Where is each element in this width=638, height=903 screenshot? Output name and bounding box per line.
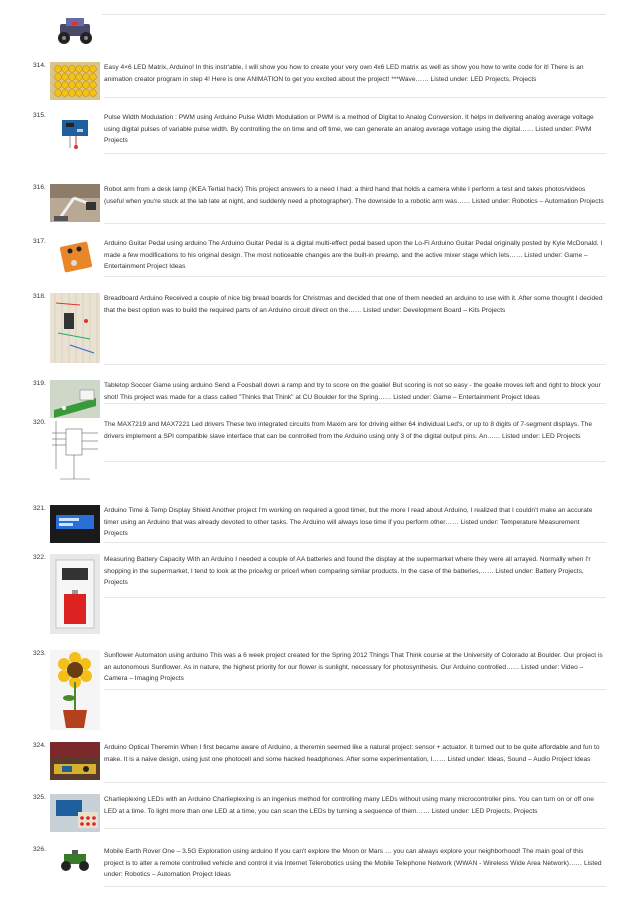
divider — [104, 276, 606, 277]
schematic-image[interactable] — [50, 419, 100, 485]
item-text[interactable]: Breadboard Arduino Received a couple of nice big bread boards for Christmas and decided that one of them needed an arduino to use with it. After some thought I decided that the best option was to build the required parts of an Arduino circuit direct on the…… Listed under: Development Board – Kits Projects — [104, 295, 603, 314]
item-text[interactable]: The MAX7219 and MAX7221 Led drivers These two integrated circuits from Maxim are for driving either 64 individual Led's, or up to 8 digits of 7-segment displays. The drivers implement a SPI compatible slave interface that can be controlled from the Arduino using only 3 of the digital output pins. An…… Listed under: LED Projects — [104, 421, 593, 440]
rover-image[interactable] — [50, 846, 100, 884]
divider — [104, 223, 606, 224]
lcd-shield-image[interactable] — [50, 505, 100, 543]
pwm-board-image[interactable] — [50, 112, 100, 150]
item-number: 316. — [33, 184, 46, 191]
item-text[interactable]: Mobile Earth Rover One – 3.5G Exploration using arduino If you can't explore the Moon or Mars … you can always explore your neighborhood! The main goal of this project is to alter a remote controlled vehicle and control it via Internet Telerobotics using the Mobile Telephone Network (WWAN - Wireless Wide Area Network)…… Listed under: Robotics – Automation Project Ideas — [104, 848, 602, 879]
guitar-pedal-image[interactable] — [50, 238, 100, 276]
led-matrix-image[interactable] — [50, 62, 100, 100]
item-number: 315. — [33, 112, 46, 119]
item-number: 319. — [33, 380, 46, 387]
item-text[interactable]: Tabletop Soccer Game using arduino Send a Foosball down a ramp and try to score on the goalie! But scoring is not so easy - the goalie moves left and right to block your shot! This project was made for a class called "Thinks that Think" at CU Boulder for the Spring…… Listed under: Game – Entertainment Project Ideas — [104, 382, 601, 401]
item-number: 320. — [33, 419, 46, 426]
item-text[interactable]: Easy 4×6 LED Matrix, Arduino! In this instr'able, I will show you how to create your very own 4x6 LED matrix as well as show you how to write code for it! There is an animation creator program in step 4! Here is one ANIMATION to get you excited about the project! ***Wave…… Listed under: LED Projects, Projects — [104, 64, 584, 83]
divider — [104, 364, 606, 365]
theremin-image[interactable] — [50, 742, 100, 780]
item-number: 325. — [33, 794, 46, 801]
top-rover-image[interactable] — [50, 8, 100, 46]
item-text[interactable]: Arduino Guitar Pedal using arduino The Arduino Guitar Pedal is a digital multi-effect pedal based upon the Lo-Fi Arduino Guitar Pedal originally posted by Kyle McDonald. I made a few modifications to his original design. The most noticeable changes are the built-in preamp, and the active mixer stage which lets…… Listed under: Game – Entertainment Project Ideas — [104, 240, 603, 271]
soccer-game-image[interactable] — [50, 380, 100, 418]
item-text[interactable]: Pulse Width Modulation : PWM using Arduino Pulse Width Modulation or PWM is a method of Digital to Analog Conversion. It helps in delivering analog average voltage using digital pulses of variable pulse width. By controlling the on time and off time, we can generate an analog average voltage using the digital…… Listed under: PWM Projects — [104, 114, 594, 145]
battery-meter-image[interactable] — [50, 554, 100, 634]
item-number: 323. — [33, 650, 46, 657]
divider — [104, 403, 606, 404]
divider — [104, 886, 606, 887]
divider — [104, 828, 606, 829]
divider — [104, 97, 606, 98]
item-text[interactable]: Measuring Battery Capacity With an Arduino I needed a couple of AA batteries and found the display at the supermarket where they were all arrayed. Normally when I'r shopping in the supermarket, I tend to look at the price/kg or price/l when comparing similar products. In the case of the batteries,…… Listed under: Battery Projects, Projects — [104, 556, 591, 587]
charlieplex-image[interactable] — [50, 794, 100, 832]
item-number: 324. — [33, 742, 46, 749]
divider — [102, 14, 606, 15]
item-number: 321. — [33, 505, 46, 512]
item-number: 317. — [33, 238, 46, 245]
divider — [104, 782, 606, 783]
robot-arm-image[interactable] — [50, 184, 100, 222]
item-number: 318. — [33, 293, 46, 300]
item-text[interactable]: Arduino Optical Theremin When I first became aware of Arduino, a theremin seemed like a natural project: sensor + actuator. It turned out to be quite affordable and fun to make. It is a naive design, using just one photocell and some hacked headphones. After some experimentation, I…… Listed under: Ideas, Sound – Audio Project Ideas — [104, 744, 600, 763]
divider — [104, 689, 606, 690]
item-number: 326. — [33, 846, 46, 853]
divider — [104, 153, 606, 154]
breadboard-image[interactable] — [50, 293, 100, 363]
divider — [104, 597, 606, 598]
sunflower-image[interactable] — [50, 650, 100, 730]
item-text[interactable]: Sunflower Automaton using arduino This was a 6 week project created for the Spring 2012 Things That Think course at the University of Colorado at Boulder. Our project is an autonomous Sunflower. As in nature, the highest priority for our flower is sunlight, necessary for photosynthesis. Our Arduino controlled…… Listed under: Video – Camera – Imaging Projects — [104, 652, 603, 683]
item-number: 314. — [33, 62, 46, 69]
item-text[interactable]: Arduino Time & Temp Display Shield Another project I'm working on required a good timer, but the more I read about Arduino, I realized that I couldn't make an accurate timer using an Arduino that was already devoted to other tasks. The Arduino will always lose time if you perform other…… Listed under: Temperature Measurement Projects — [104, 507, 593, 538]
item-number: 322. — [33, 554, 46, 561]
divider — [104, 461, 606, 462]
divider — [104, 542, 606, 543]
item-text[interactable]: Charlieplexing LEDs with an Arduino Charlieplexing is an ingenius method for controlling many LEDs without using many microcontroller pins. You can turn on or off one LED at a time. To light more than one LED at a time, you can scan the LEDs by turning a sequence of them…… Listed under: LED Projects, Projects — [104, 796, 594, 815]
item-text[interactable]: Robot arm from a desk lamp (IKEA Tertial hack) This project answers to a need I had: a third hand that holds a camera while I perform a test and takes photos/videos (useful when you're stuck at the lab late at night, and suddenly need a photographer). The downside to a robotic arm was…… Listed under: Robotics – Automation Projects — [104, 186, 604, 205]
